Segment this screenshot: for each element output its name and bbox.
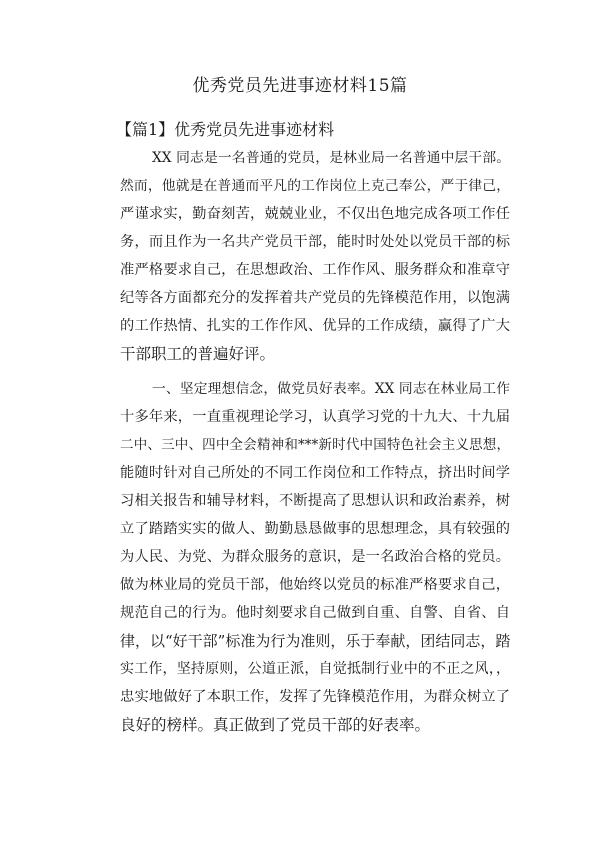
paragraph-line: 做为林业局的党员干部，他始终以党员的标准严格要求自己， bbox=[120, 577, 510, 593]
paragraph-line: 然而，他就是在普通而平凡的工作岗位上克己奉公，严于律己， bbox=[120, 178, 510, 194]
paragraph-line: 严谨求实，勤奋刻苦，兢兢业业，不仅出色地完成各项工作任 bbox=[120, 206, 510, 222]
paragraph-line: 习相关报告和辅导材料，不断提高了思想认识和政治素养，树 bbox=[120, 493, 510, 509]
paragraph-line: 纪等各方面都充分的发挥着共产党员的先锋模范作用，以饱满 bbox=[120, 290, 510, 306]
paragraph-line: 准严格要求自己，在思想政治、工作作风、服务群众和准章守 bbox=[120, 262, 510, 278]
paragraph-line: 一、坚定理想信念，做党员好表率。XX 同志在林业局工作 bbox=[152, 381, 510, 397]
paragraph-line: 律，以“好干部”标准为行为准则，乐于奉献，团结同志，踏 bbox=[120, 632, 510, 650]
paragraph-line: 务，而且作为一名共产党员干部，能时时处处以党员干部的标 bbox=[120, 234, 510, 250]
paragraph-line: 为人民、为党、为群众服务的意识，是一名政治合格的党员。 bbox=[120, 549, 510, 565]
paragraph-line: 十多年来，一直重视理论学习，认真学习党的十九大、十九届 bbox=[120, 409, 510, 425]
paragraph-line: 立了踏踏实实的做人、勤勤恳恳做事的思想理念，具有较强的 bbox=[120, 521, 510, 537]
paragraph-line: 忠实地做好了本职工作，发挥了先锋模范作用，为群众树立了 bbox=[120, 689, 510, 705]
paragraph-line: 能随时针对自己所处的不同工作岗位和工作特点，挤出时间学 bbox=[120, 465, 510, 481]
paragraph-line: 的工作热情、扎实的工作作风、优异的工作成绩，赢得了广大 bbox=[120, 318, 510, 334]
paragraph-line: 干部职工的普遍好评。 bbox=[120, 345, 276, 363]
paragraph-line: 良好的榜样。真正做到了党员干部的好表率。 bbox=[120, 716, 431, 734]
document-title: 优秀党员先进事迹材料15篇 bbox=[192, 76, 408, 96]
paragraph-line: 规范自己的行为。他时刻要求自己做到自重、自警、自省、自 bbox=[120, 605, 510, 621]
paragraph-line: XX 同志是一名普通的党员，是林业局一名普通中层干部。 bbox=[152, 150, 510, 166]
paragraph-line: 实工作，坚持原则，公道正派，自觉抵制行业中的不正之风，， bbox=[120, 661, 510, 677]
section-heading: 【篇1】优秀党员先进事迹材料 bbox=[116, 120, 335, 139]
paragraph-line: 二中、三中、四中全会精神和***新时代中国特色社会主义思想， bbox=[120, 437, 510, 453]
